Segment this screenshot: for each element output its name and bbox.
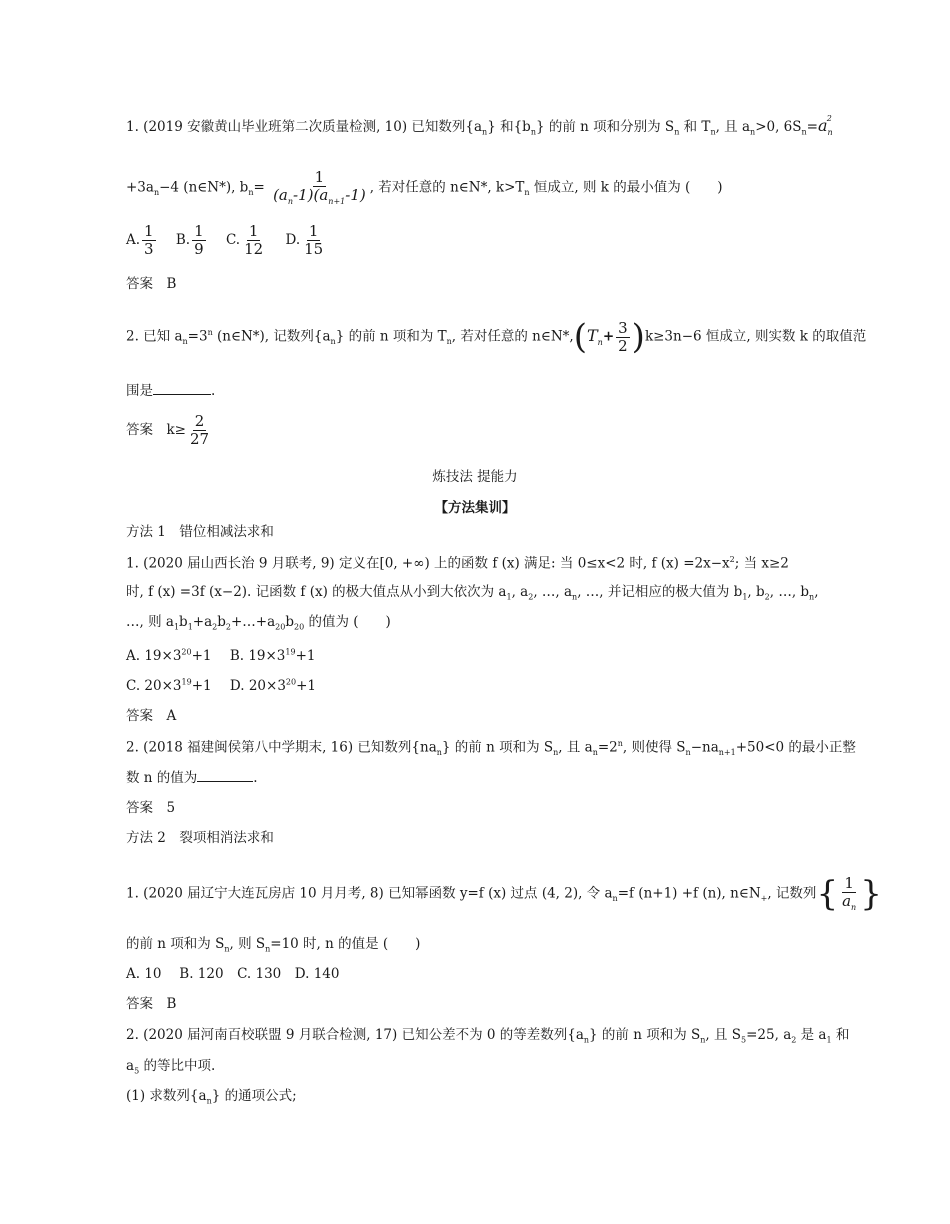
q2-line-1: 2. 已知 $a_n=3^n$ (n∈N*), 记数列$\{a_n\}$ 的前 n 项和为 $T_n$, 若对任意的 $n\in N*,(T_n+$ $\frac{3}{2}$ )k≥3n−6 恒成立, 则实数 k 的取值范 [126, 317, 867, 357]
m1-q1-line-2: 时, f (x) =3f (x−2). 记函数 f (x) 的极大值点从小到大依次为 $a_1$, $a_2$, …, $a_n$, …, 并记相应的极大值为 $b_1$, $b_2$, …, $b_n$, [126, 584, 819, 602]
m2-q2-line-1: 2. (2020 届河南百校联盟 9 月联合检测, 17) 已知公差不为 0 的等差数列$\{a_n\}$ 的前 n 项和为 $S_n$, 且 $S_5=25$, $a_2$ 是 $a_1$ 和 [126, 1027, 850, 1045]
m1-q2-line-1: 2. (2018 福建闽侯第八中学期末, 16) 已知数列$\{na_n\}$ 的前 n 项和为 $S_n$, 且 $a_n=2^n$, 则使得 $S_n-na_{n+1}+50<0$ 的最小正整 [126, 739, 856, 758]
m1-q1-line-1: 1. (2020 届山西长治 9 月联考, 9) 定义在[0, +∞) 上的函数 f (x) 满足: 当 0≤x<2 时, f $(x) =2x-x^2$; 当 x≥2 [126, 555, 789, 572]
option-c: C. $\frac{1}{12}$ [225, 222, 264, 258]
m1-q1-line-3: …, 则 $a_1b_1+a_2b_2+\dots+a_{20}b_{20}$ 的值为 ( ) [126, 614, 391, 632]
reciprocal-an-fraction: $\frac{1}{a_n}$ [842, 874, 857, 912]
q1-answer: 答案 B [126, 276, 177, 292]
q1-line-1: 1. (2019 安徽黄山毕业班第二次质量检测, 10) 已知数列$\{a_n\}$ 和$\{b_n\}$ 的前 n 项和分别为 $S_n$ 和 $T_n$, 且 $a_n>0$, $6S_n=a_n^2$ [126, 113, 833, 138]
option-a: A. $\frac{1}{3}$ [126, 222, 154, 258]
m1-q1-options-ab: A. $19\times 3^{20}+1$ B. $19\times 3^{19}+1$ [126, 647, 316, 664]
three-halves-fraction: $\frac{3}{2}$ [618, 318, 628, 355]
option-b: B. $\frac{1}{9}$ [175, 222, 204, 258]
q1-bn-fraction: $\frac{1}{(a_n-1)(a_{n+1}-1)}$ [273, 168, 366, 206]
q2-line-2: 围是 . [126, 383, 216, 399]
answer-blank [197, 771, 253, 782]
q1-options [126, 224, 341, 257]
section-subtitle: 【方法集训】 [434, 500, 516, 516]
m2-q2-line-2: $a_5$ 的等比中项. [126, 1058, 216, 1076]
option-d: D. $\frac{1}{15}$ [285, 222, 324, 258]
method-2-title: 方法 2 裂项相消法求和 [126, 830, 274, 846]
answer-blank [153, 384, 211, 395]
m2-q1-answer: 答案 B [126, 996, 177, 1012]
m2-q1-line-2: 的前 n 项和为 $S_n$, 则 $S_n=10$ 时, n 的值是 ( ) [126, 936, 421, 954]
m1-q1-options-cd: C. $20\times 3^{19}+1$ D. $20\times 3^{20}+1$ [126, 677, 317, 694]
m1-q2-answer: 答案 5 [126, 800, 176, 816]
m2-q2-line-3: (1) 求数列$\{a_n\}$ 的通项公式; [126, 1088, 297, 1106]
q2-answer: 答案 k≥ $\frac{2}{27}$ [126, 412, 210, 448]
m1-q1-answer: 答案 A [126, 708, 177, 724]
m1-q2-line-2: 数 n 的值为 . [126, 770, 258, 786]
q1-line-2: $+3a_n-4$ (n∈N*), $b_n=$ $\frac{1}{(a_n-1)(a_{n+1}-1)}$ , 若对任意的 n∈N*, $k>T_n$ 恒成立, 则 k 的最小值为 ( ) [126, 168, 723, 206]
m2-q1-options: A. 10 B. 120 C. 130 D. 140 [126, 966, 340, 982]
method-1-title: 方法 1 错位相减法求和 [126, 524, 274, 540]
section-title: 炼技法 提能力 [432, 469, 518, 485]
m2-q1-line-1: 1. (2020 届辽宁大连瓦房店 10 月月考, 8) 已知幂函数 y=f (x) 过点 (4, 2), 令 $a_n=f$ (n+1) +f (n), $n\in N_+$, 记数列{ $\frac{1}{a_n}$ } [126, 874, 882, 914]
